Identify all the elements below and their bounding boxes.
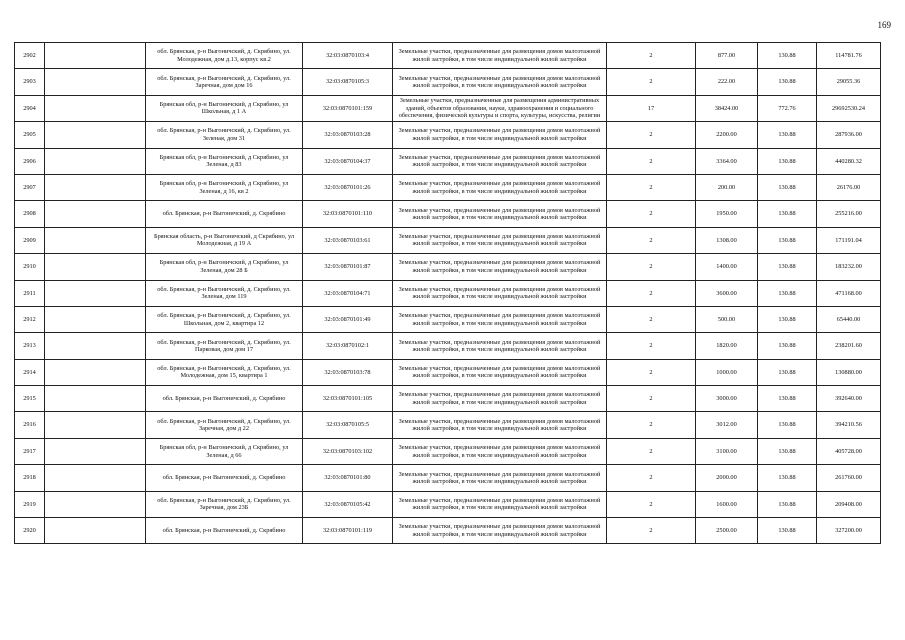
land-use-purpose-cell: Земельные участки, предназначенные для размещения домов малоэтажной жилой застройки, в том числе индивидуальной жилой застройки — [393, 386, 607, 412]
address-cell: обл. Брянская, р-н Выгоничский, д. Скрябино — [146, 201, 303, 227]
specific-value-cell: 130.88 — [758, 43, 817, 69]
land-use-purpose-cell: Земельные участки, предназначенные для размещения домов малоэтажной жилой застройки, в том числе индивидуальной жилой застройки — [393, 280, 607, 306]
use-class-cell: 2 — [607, 122, 696, 148]
area-cell: 500.00 — [696, 306, 758, 332]
address-cell: Брянская обл, р-н Выгоничский, д Скрябино, ул Зеленая, д 16, кв 2 — [146, 174, 303, 200]
address-cell: Брянская обл, р-н Выгоничский, д Скрябино, ул Зеленая, дом 28 Б — [146, 254, 303, 280]
cadastral-number-cell: 32:03:0870104:37 — [303, 148, 393, 174]
area-cell: 3012.00 — [696, 412, 758, 438]
cadastral-value-cell: 130880.00 — [817, 359, 881, 385]
use-class-cell: 17 — [607, 95, 696, 121]
cadastral-value-cell: 29692530.24 — [817, 95, 881, 121]
area-cell: 1400.00 — [696, 254, 758, 280]
use-class-cell: 2 — [607, 333, 696, 359]
area-cell: 222.00 — [696, 69, 758, 95]
cadastral-value-cell: 209408.00 — [817, 491, 881, 517]
address-cell: обл. Брянская, р-н Выгоничский, д. Скрябино, ул. Заречная, дом 23Б — [146, 491, 303, 517]
cadastral-number-cell: 32:03:0870102:1 — [303, 333, 393, 359]
land-use-purpose-cell: Земельные участки, предназначенные для размещения домов малоэтажной жилой застройки, в том числе индивидуальной жилой застройки — [393, 201, 607, 227]
specific-value-cell: 772.76 — [758, 95, 817, 121]
land-registry-table — [14, 42, 881, 544]
row-number: 2909 — [15, 227, 45, 253]
cadastral-value-cell: 65440.00 — [817, 306, 881, 332]
cadastral-number-cell: 32:03:0870101:49 — [303, 306, 393, 332]
row-number: 2905 — [15, 122, 45, 148]
table-row — [15, 201, 881, 227]
cadastral-number-cell: 32:03:0870101:159 — [303, 95, 393, 121]
row-number: 2903 — [15, 69, 45, 95]
cadastral-number-cell: 32:03:0870103:4 — [303, 43, 393, 69]
specific-value-cell: 130.88 — [758, 412, 817, 438]
cadastral-number-cell: 32:03:0870105:42 — [303, 491, 393, 517]
area-cell: 2200.00 — [696, 122, 758, 148]
use-class-cell: 2 — [607, 148, 696, 174]
row-number: 2904 — [15, 95, 45, 121]
land-use-purpose-cell: Земельные участки, предназначенные для размещения домов малоэтажной жилой застройки, в том числе индивидуальной жилой застройки — [393, 412, 607, 438]
table-row — [15, 333, 881, 359]
land-use-purpose-cell: Земельные участки, предназначенные для размещения домов малоэтажной жилой застройки, в том числе индивидуальной жилой застройки — [393, 174, 607, 200]
use-class-cell: 2 — [607, 174, 696, 200]
row-number: 2914 — [15, 359, 45, 385]
cadastral-value-cell: 405728.00 — [817, 438, 881, 464]
row-number: 2918 — [15, 465, 45, 491]
cadastral-value-cell: 261760.00 — [817, 465, 881, 491]
cadastral-value-cell: 255216.00 — [817, 201, 881, 227]
address-cell: Брянская область, р-н Выгоничский, д Скрябино, ул Молодежная, д 19 А — [146, 227, 303, 253]
table-row — [15, 254, 881, 280]
specific-value-cell: 130.88 — [758, 174, 817, 200]
use-class-cell: 2 — [607, 491, 696, 517]
address-cell: обл. Брянская, р-н Выгоничский, д. Скрябино, ул. Зеленая, дом 31 — [146, 122, 303, 148]
table-row — [15, 280, 881, 306]
cadastral-number-cell: 32:03:0870103:102 — [303, 438, 393, 464]
empty-cell — [45, 148, 146, 174]
area-cell: 1820.00 — [696, 333, 758, 359]
cadastral-value-cell: 440280.32 — [817, 148, 881, 174]
address-cell: обл. Брянская, р-н Выгоничский, д. Скрябино, ул. Заречная, дом д 22 — [146, 412, 303, 438]
empty-cell — [45, 518, 146, 544]
use-class-cell: 2 — [607, 227, 696, 253]
address-cell: Брянская обл, р-н Выгоничский, д Скрябино, ул Школьная, д 1 А — [146, 95, 303, 121]
area-cell: 877.00 — [696, 43, 758, 69]
table-row — [15, 306, 881, 332]
row-number: 2902 — [15, 43, 45, 69]
cadastral-number-cell: 32:03:0870101:105 — [303, 386, 393, 412]
area-cell: 3000.00 — [696, 386, 758, 412]
empty-cell — [45, 333, 146, 359]
table-row — [15, 465, 881, 491]
cadastral-value-cell: 287936.00 — [817, 122, 881, 148]
address-cell: обл. Брянская, р-н Выгоничский, д. Скрябино — [146, 465, 303, 491]
land-use-purpose-cell: Земельные участки, предназначенные для размещения домов малоэтажной жилой застройки, в том числе индивидуальной жилой застройки — [393, 438, 607, 464]
row-number: 2920 — [15, 518, 45, 544]
cadastral-value-cell: 29055.36 — [817, 69, 881, 95]
cadastral-number-cell: 32:03:0870105:3 — [303, 69, 393, 95]
empty-cell — [45, 174, 146, 200]
empty-cell — [45, 254, 146, 280]
row-number: 2912 — [15, 306, 45, 332]
table-row — [15, 412, 881, 438]
row-number: 2908 — [15, 201, 45, 227]
specific-value-cell: 130.88 — [758, 122, 817, 148]
table-row — [15, 95, 881, 121]
table-row — [15, 386, 881, 412]
specific-value-cell: 130.88 — [758, 280, 817, 306]
table-row — [15, 227, 881, 253]
table-body — [15, 43, 881, 544]
cadastral-number-cell: 32:03:0870101:119 — [303, 518, 393, 544]
page-number: 169 — [877, 20, 891, 30]
land-use-purpose-cell: Земельные участки, предназначенные для размещения домов малоэтажной жилой застройки, в том числе индивидуальной жилой застройки — [393, 254, 607, 280]
cadastral-number-cell: 32:03:0870101:80 — [303, 465, 393, 491]
cadastral-number-cell: 32:03:0870103:61 — [303, 227, 393, 253]
area-cell: 1000.00 — [696, 359, 758, 385]
cadastral-number-cell: 32:03:0870101:87 — [303, 254, 393, 280]
empty-cell — [45, 491, 146, 517]
row-number: 2910 — [15, 254, 45, 280]
specific-value-cell: 130.88 — [758, 465, 817, 491]
address-cell: обл. Брянская, р-н Выгоничский, д. Скрябино — [146, 518, 303, 544]
cadastral-number-cell: 32:03:0870104:71 — [303, 280, 393, 306]
land-use-purpose-cell: Земельные участки, предназначенные для размещения домов малоэтажной жилой застройки, в том числе индивидуальной жилой застройки — [393, 491, 607, 517]
cadastral-number-cell: 32:03:0870101:26 — [303, 174, 393, 200]
address-cell: обл. Брянская, р-н Выгоничский, д. Скрябино, ул. Зеленая, дом 119 — [146, 280, 303, 306]
specific-value-cell: 130.88 — [758, 227, 817, 253]
land-use-purpose-cell: Земельные участки, предназначенные для размещения административных зданий, объектов образования, науки, здравоохранения и социального обеспечения, физической культуры и спорта, культуры, искусства, религии — [393, 95, 607, 121]
row-number: 2913 — [15, 333, 45, 359]
address-cell: обл. Брянская, р-н Выгоничский, д. Скрябино, ул. Парковая, дом дом 17 — [146, 333, 303, 359]
specific-value-cell: 130.88 — [758, 254, 817, 280]
cadastral-value-cell: 114781.76 — [817, 43, 881, 69]
use-class-cell: 2 — [607, 280, 696, 306]
empty-cell — [45, 95, 146, 121]
use-class-cell: 2 — [607, 359, 696, 385]
address-cell: обл. Брянская, р-н Выгоничский, д. Скрябино, ул. Молодежная, дом 15, квартира 1 — [146, 359, 303, 385]
cadastral-value-cell: 392640.00 — [817, 386, 881, 412]
address-cell: обл. Брянская, р-н Выгоничский, д. Скрябино — [146, 386, 303, 412]
cadastral-value-cell: 183232.00 — [817, 254, 881, 280]
table-row — [15, 174, 881, 200]
use-class-cell: 2 — [607, 69, 696, 95]
address-cell: Брянская обл, р-н Выгоничский, д Скрябино, ул Зеленая, д 83 — [146, 148, 303, 174]
empty-cell — [45, 359, 146, 385]
area-cell: 2000.00 — [696, 465, 758, 491]
table-row — [15, 518, 881, 544]
empty-cell — [45, 412, 146, 438]
area-cell: 1308.00 — [696, 227, 758, 253]
row-number: 2915 — [15, 386, 45, 412]
area-cell: 3100.00 — [696, 438, 758, 464]
use-class-cell: 2 — [607, 306, 696, 332]
empty-cell — [45, 465, 146, 491]
use-class-cell: 2 — [607, 386, 696, 412]
address-cell: обл. Брянская, р-н Выгоничский, д. Скрябино, ул. Школьная, дом 2, квартира 12 — [146, 306, 303, 332]
table-row — [15, 148, 881, 174]
specific-value-cell: 130.88 — [758, 518, 817, 544]
use-class-cell: 2 — [607, 254, 696, 280]
row-number: 2919 — [15, 491, 45, 517]
specific-value-cell: 130.88 — [758, 333, 817, 359]
empty-cell — [45, 306, 146, 332]
cadastral-number-cell: 32:03:0870103:28 — [303, 122, 393, 148]
land-use-purpose-cell: Земельные участки, предназначенные для размещения домов малоэтажной жилой застройки, в том числе индивидуальной жилой застройки — [393, 306, 607, 332]
land-use-purpose-cell: Земельные участки, предназначенные для размещения домов малоэтажной жилой застройки, в том числе индивидуальной жилой застройки — [393, 122, 607, 148]
land-use-purpose-cell: Земельные участки, предназначенные для размещения домов малоэтажной жилой застройки, в том числе индивидуальной жилой застройки — [393, 227, 607, 253]
specific-value-cell: 130.88 — [758, 148, 817, 174]
use-class-cell: 2 — [607, 43, 696, 69]
area-cell: 1600.00 — [696, 491, 758, 517]
area-cell: 200.00 — [696, 174, 758, 200]
area-cell: 1950.00 — [696, 201, 758, 227]
table-row — [15, 43, 881, 69]
empty-cell — [45, 280, 146, 306]
table-row — [15, 491, 881, 517]
area-cell: 2500.00 — [696, 518, 758, 544]
land-use-purpose-cell: Земельные участки, предназначенные для размещения домов малоэтажной жилой застройки, в том числе индивидуальной жилой застройки — [393, 518, 607, 544]
cadastral-value-cell: 171191.04 — [817, 227, 881, 253]
cadastral-number-cell: 32:03:0870101:110 — [303, 201, 393, 227]
empty-cell — [45, 227, 146, 253]
address-cell: обл. Брянская, р-н Выгоничский, д. Скрябино, ул. Заречная, дом дом 16 — [146, 69, 303, 95]
land-use-purpose-cell: Земельные участки, предназначенные для размещения домов малоэтажной жилой застройки, в том числе индивидуальной жилой застройки — [393, 148, 607, 174]
specific-value-cell: 130.88 — [758, 201, 817, 227]
use-class-cell: 2 — [607, 518, 696, 544]
empty-cell — [45, 43, 146, 69]
cadastral-value-cell: 238201.60 — [817, 333, 881, 359]
table-row — [15, 438, 881, 464]
row-number: 2917 — [15, 438, 45, 464]
table-row — [15, 359, 881, 385]
empty-cell — [45, 438, 146, 464]
use-class-cell: 2 — [607, 465, 696, 491]
specific-value-cell: 130.88 — [758, 438, 817, 464]
empty-cell — [45, 386, 146, 412]
address-cell: Брянская обл, р-н Выгоничский, д Скрябино, ул Зеленая, д 66 — [146, 438, 303, 464]
cadastral-value-cell: 471168.00 — [817, 280, 881, 306]
address-cell: обл. Брянская, р-н Выгоничский, д. Скрябино, ул. Молодежная, дом д.13, корпус кв.2 — [146, 43, 303, 69]
use-class-cell: 2 — [607, 438, 696, 464]
row-number: 2911 — [15, 280, 45, 306]
use-class-cell: 2 — [607, 201, 696, 227]
specific-value-cell: 130.88 — [758, 359, 817, 385]
cadastral-number-cell: 32:03:0870103:78 — [303, 359, 393, 385]
empty-cell — [45, 122, 146, 148]
use-class-cell: 2 — [607, 412, 696, 438]
specific-value-cell: 130.88 — [758, 386, 817, 412]
row-number: 2916 — [15, 412, 45, 438]
land-use-purpose-cell: Земельные участки, предназначенные для размещения домов малоэтажной жилой застройки, в том числе индивидуальной жилой застройки — [393, 43, 607, 69]
land-use-purpose-cell: Земельные участки, предназначенные для размещения домов малоэтажной жилой застройки, в том числе индивидуальной жилой застройки — [393, 333, 607, 359]
land-use-purpose-cell: Земельные участки, предназначенные для размещения домов малоэтажной жилой застройки, в том числе индивидуальной жилой застройки — [393, 69, 607, 95]
empty-cell — [45, 69, 146, 95]
cadastral-value-cell: 327200.00 — [817, 518, 881, 544]
empty-cell — [45, 201, 146, 227]
specific-value-cell: 130.88 — [758, 306, 817, 332]
land-use-purpose-cell: Земельные участки, предназначенные для размещения домов малоэтажной жилой застройки, в том числе индивидуальной жилой застройки — [393, 465, 607, 491]
area-cell: 3600.00 — [696, 280, 758, 306]
row-number: 2907 — [15, 174, 45, 200]
table-row — [15, 122, 881, 148]
land-use-purpose-cell: Земельные участки, предназначенные для размещения домов малоэтажной жилой застройки, в том числе индивидуальной жилой застройки — [393, 359, 607, 385]
table-row — [15, 69, 881, 95]
cadastral-value-cell: 394210.56 — [817, 412, 881, 438]
specific-value-cell: 130.88 — [758, 491, 817, 517]
row-number: 2906 — [15, 148, 45, 174]
cadastral-value-cell: 26176.00 — [817, 174, 881, 200]
specific-value-cell: 130.88 — [758, 69, 817, 95]
area-cell: 38424.00 — [696, 95, 758, 121]
cadastral-number-cell: 32:03:0870105:5 — [303, 412, 393, 438]
area-cell: 3364.00 — [696, 148, 758, 174]
